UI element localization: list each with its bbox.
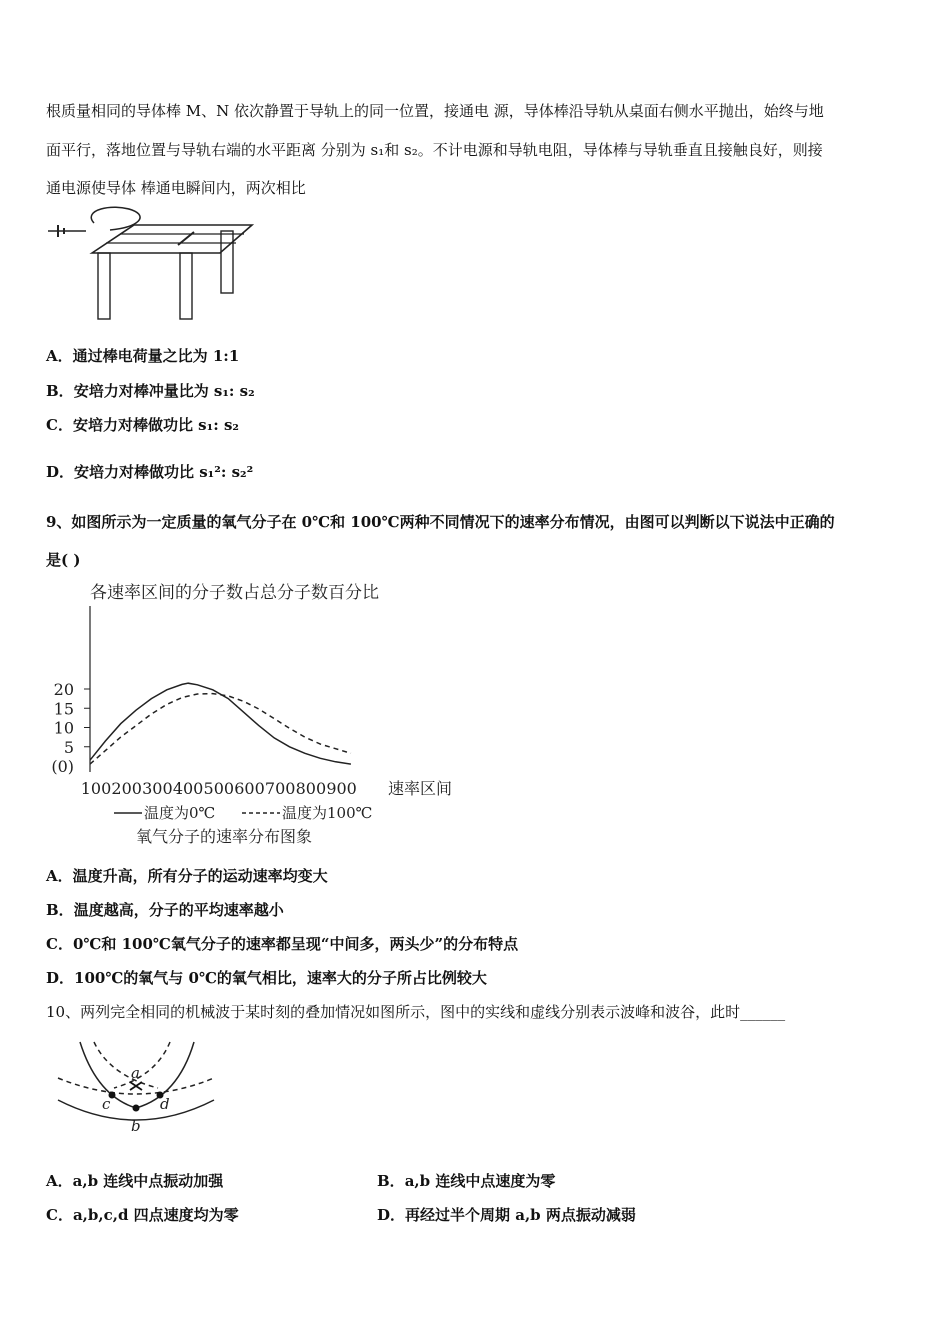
x-tick-label: 400	[172, 779, 204, 798]
label-d: d	[160, 1095, 170, 1113]
y-tick-label: 10	[53, 718, 74, 738]
q8-option-a: A．通过棒电荷量之比为 1:1	[46, 347, 240, 365]
label-c: c	[102, 1095, 111, 1113]
y-tick-label: 5	[63, 737, 74, 757]
table-leg	[98, 253, 110, 319]
chart-caption: 氧气分子的速率分布图象	[136, 827, 313, 846]
q8-option-b: B．安培力对棒冲量比为 s₁: s₂	[46, 382, 255, 400]
q8-stem-line-3: 通电源使导体 棒通电瞬间内，两次相比	[46, 179, 306, 197]
x-tick-label: 500	[203, 779, 235, 798]
trough-arc-left	[94, 1042, 158, 1088]
q8-option-d: D．安培力对棒做功比 s₁²: s₂²	[46, 463, 254, 481]
q9-option-a: A．温度升高，所有分子的运动速率均变大	[46, 867, 328, 885]
q9-option-d: D．100℃的氧气与 0℃的氧气相比，速率大的分子所占比例较大	[46, 969, 487, 987]
label-b: b	[131, 1117, 141, 1135]
x-axis-label: 速率区间	[388, 779, 453, 798]
q9-option-c: C．0℃和 100℃氧气分子的速率都呈现“中间多，两头少”的分布特点	[46, 935, 519, 953]
chart-title: 各速率区间的分子数占总分子数百分比	[90, 583, 379, 603]
table-leg	[221, 231, 233, 293]
x-tick-label: 300	[142, 779, 173, 798]
q9-stem-line-2: 是( )	[46, 551, 81, 569]
table-leg	[180, 253, 192, 319]
q10-option-d: D．再经过半个周期 a,b 两点振动减弱	[377, 1206, 636, 1224]
x-tick-label: 100	[80, 779, 112, 798]
x-tick-label: 200	[111, 779, 142, 798]
rail-table-diagram	[44, 205, 264, 325]
legend-label-100c: 温度为100℃	[282, 804, 373, 822]
q9-option-b: B．温度越高，分子的平均速率越小	[46, 901, 284, 919]
point-a-cross	[130, 1082, 142, 1090]
q10-option-a: A．a,b 连线中点振动加强	[46, 1172, 224, 1190]
label-a: a	[131, 1064, 140, 1082]
q10-option-b: B．a,b 连线中点速度为零	[377, 1172, 556, 1190]
x-tick-label: 900	[326, 779, 357, 798]
q10-stem: 10、两列完全相同的机械波于某时刻的叠加情况如图所示，图中的实线和虚线分别表示波峰和波谷，此时______	[46, 1003, 786, 1021]
legend-label-0c: 温度为0℃	[144, 804, 216, 822]
wave-interference-diagram	[52, 1038, 227, 1138]
x-tick-label: 800	[295, 779, 327, 798]
q10-option-c: C．a,b,c,d 四点速度均为零	[46, 1206, 239, 1224]
q9-stem-line-1: 9、如图所示为一定质量的氧气分子在 0℃和 100℃两种不同情况下的速率分布情况，由图可以判断以下说法中正确的	[46, 513, 835, 531]
x-tick-label: 600	[234, 779, 265, 798]
speed-distribution-chart	[44, 578, 464, 848]
y-tick-label: 15	[53, 699, 74, 719]
q8-stem-line-1: 根质量相同的导体棒 M、N 依次静置于导轨上的同一位置，接通电 源，导体棒沿导轨从桌面右侧水平抛出，始终与地	[46, 102, 824, 120]
series-line-100c	[90, 694, 351, 765]
trough-arc-right	[114, 1042, 170, 1088]
q8-option-c: C．安培力对棒做功比 s₁: s₂	[46, 416, 239, 434]
q8-stem-line-2: 面平行，落地位置与导轨右端的水平距离 分别为 s₁和 s₂。不计电源和导轨电阻，导体棒与导轨垂直且接触良好，则接	[46, 141, 823, 159]
y-tick-label: 20	[53, 680, 74, 699]
point-b	[133, 1105, 140, 1112]
y-tick-label: (0)	[51, 757, 74, 776]
x-tick-label: 700	[264, 779, 296, 798]
